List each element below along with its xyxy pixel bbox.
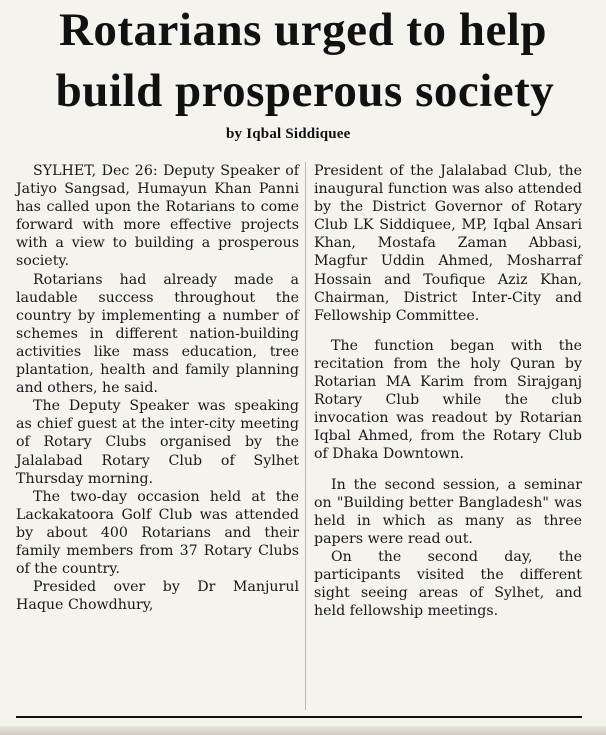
bottom-rule xyxy=(16,716,582,718)
paragraph-chief-guest: The Deputy Speaker was speaking as chief guest at the inter-city meeting of Rotary Clubs organised by the Jalalabad Rotary Club of Sylhet Thursday morning. xyxy=(16,398,299,487)
paragraph-second-day: On the second day, the participants visited the different sight seeing areas of Sylhet, and held fellowship meetings. xyxy=(314,548,582,620)
page-edge xyxy=(0,726,606,735)
headline-line-1: Rotarians urged to help xyxy=(58,4,548,56)
paragraph-seminar: In the second session, a seminar on "Building better Bangladesh" was held in which as many as three papers were read out. xyxy=(314,476,582,547)
paragraph-presided: Presided over by Dr Manjurul Haque Chowdhury, xyxy=(16,579,299,614)
paragraph-attendance: The two-day occasion held at the Lackakatoora Golf Club was attended by about 400 Rotarians and their family members from 37 Rotary Clubs of the country. xyxy=(16,488,299,578)
right-column xyxy=(314,162,582,620)
paragraph-dateline: SYLHET, Dec 26: Deputy Speaker of Jatiyo Sangsad, Humayun Khan Panni has called upon the Rotarians to come forward with more effective projects with a view to building a prosperous society. xyxy=(16,163,299,270)
byline: by Iqbal Siddiquee xyxy=(226,126,351,142)
paragraph-inaugural: President of the Jalalabad Club, the inaugural function was also attended by the District Governor of Rotary Club LK Siddiquee, MP, Iqbal Ansari Khan, Mostafa Zaman Abbasi, Magfur Uddin Ahmed, Mosharraf Hossain and Toufique Aziz Khan, Chairman, District Inter-City and Fellowship Committee. xyxy=(314,163,582,324)
paragraph-achievements: Rotarians had already made a laudable success throughout the country by implementing a number of schemes in different nation-building activities like mass education, tree plantation, health and family planning and others, he said. xyxy=(16,271,299,397)
left-column xyxy=(16,162,299,614)
paragraph-recitation: The function began with the recitation from the holy Quran by Rotarian MA Karim from Sirajganj Rotary Club while the club invocation was readout by Rotarian Iqbal Ahmed, from the Rotary Club of Dhaka Downtown. xyxy=(314,337,582,463)
column-divider xyxy=(305,162,306,710)
headline-line-2: build prosperous society xyxy=(55,65,555,117)
